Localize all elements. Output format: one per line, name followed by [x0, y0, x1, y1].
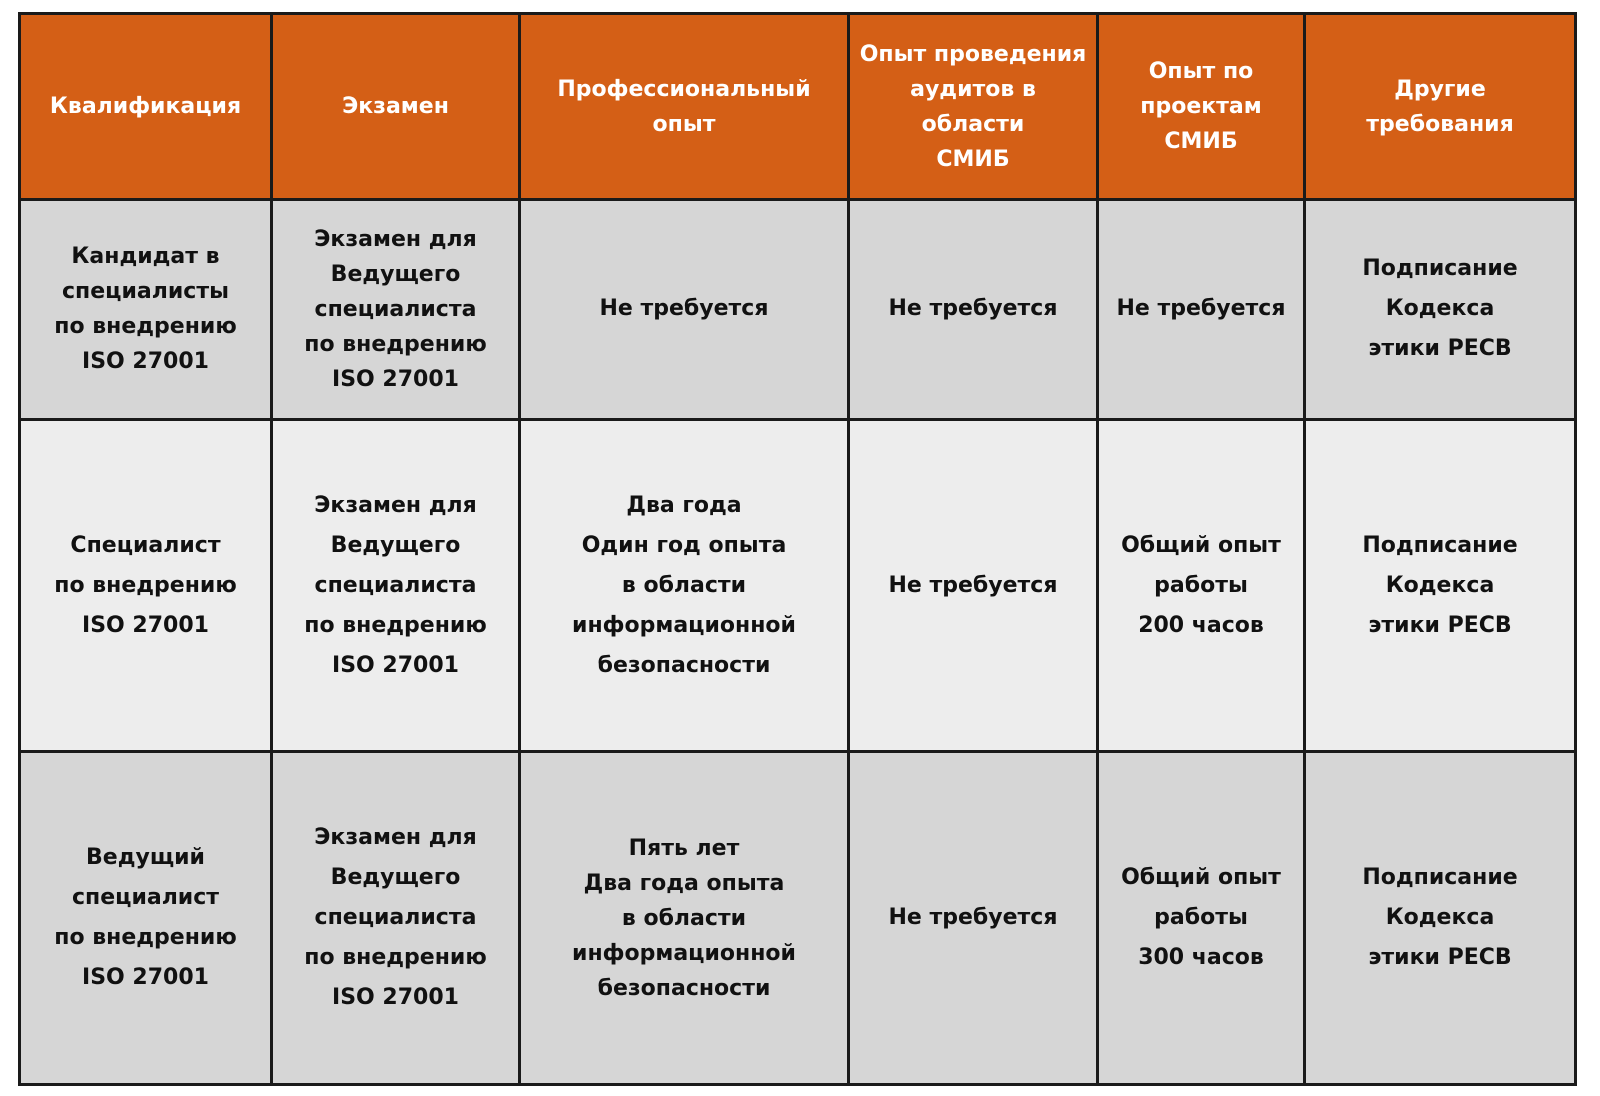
cell-project-experience: Общий опыт работы 300 часов [1098, 752, 1305, 1085]
header-other-requirements: Другие требования [1305, 14, 1576, 200]
cell-exam: Экзамен для Ведущего специалиста по внедрению ISO 27001 [272, 752, 520, 1085]
cell-audit-experience: Не требуется [849, 200, 1098, 420]
cell-other-requirements: Подписание Кодекса этики PECB [1305, 752, 1576, 1085]
header-row [20, 14, 1576, 200]
table-header [20, 14, 1576, 200]
header-project-experience: Опыт по проектам СМИБ [1098, 14, 1305, 200]
cell-professional-experience: Пять лет Два года опыта в области информационной безопасности [520, 752, 849, 1085]
cell-professional-experience: Не требуется [520, 200, 849, 420]
cell-project-experience: Не требуется [1098, 200, 1305, 420]
header-qualification: Квалификация [20, 14, 272, 200]
header-professional-experience: Профессиональный опыт [520, 14, 849, 200]
cell-other-requirements: Подписание Кодекса этики PECB [1305, 419, 1576, 752]
table-row [20, 419, 1576, 752]
cell-exam: Экзамен для Ведущего специалиста по внедрению ISO 27001 [272, 200, 520, 420]
cell-qualification: Ведущий специалист по внедрению ISO 27001 [20, 752, 272, 1085]
cell-professional-experience: Два года Один год опыта в области информационной безопасности [520, 419, 849, 752]
cell-audit-experience: Не требуется [849, 419, 1098, 752]
header-audit-experience: Опыт проведения аудитов в области СМИБ [849, 14, 1098, 200]
cell-other-requirements: Подписание Кодекса этики PECB [1305, 200, 1576, 420]
requirements-table [18, 12, 1577, 1086]
cell-exam: Экзамен для Ведущего специалиста по внедрению ISO 27001 [272, 419, 520, 752]
cell-audit-experience: Не требуется [849, 752, 1098, 1085]
header-exam: Экзамен [272, 14, 520, 200]
cell-qualification: Специалист по внедрению ISO 27001 [20, 419, 272, 752]
table-body [20, 200, 1576, 1085]
cell-qualification: Кандидат в специалисты по внедрению ISO 27001 [20, 200, 272, 420]
cell-project-experience: Общий опыт работы 200 часов [1098, 419, 1305, 752]
table-row [20, 200, 1576, 420]
table-row [20, 752, 1576, 1085]
